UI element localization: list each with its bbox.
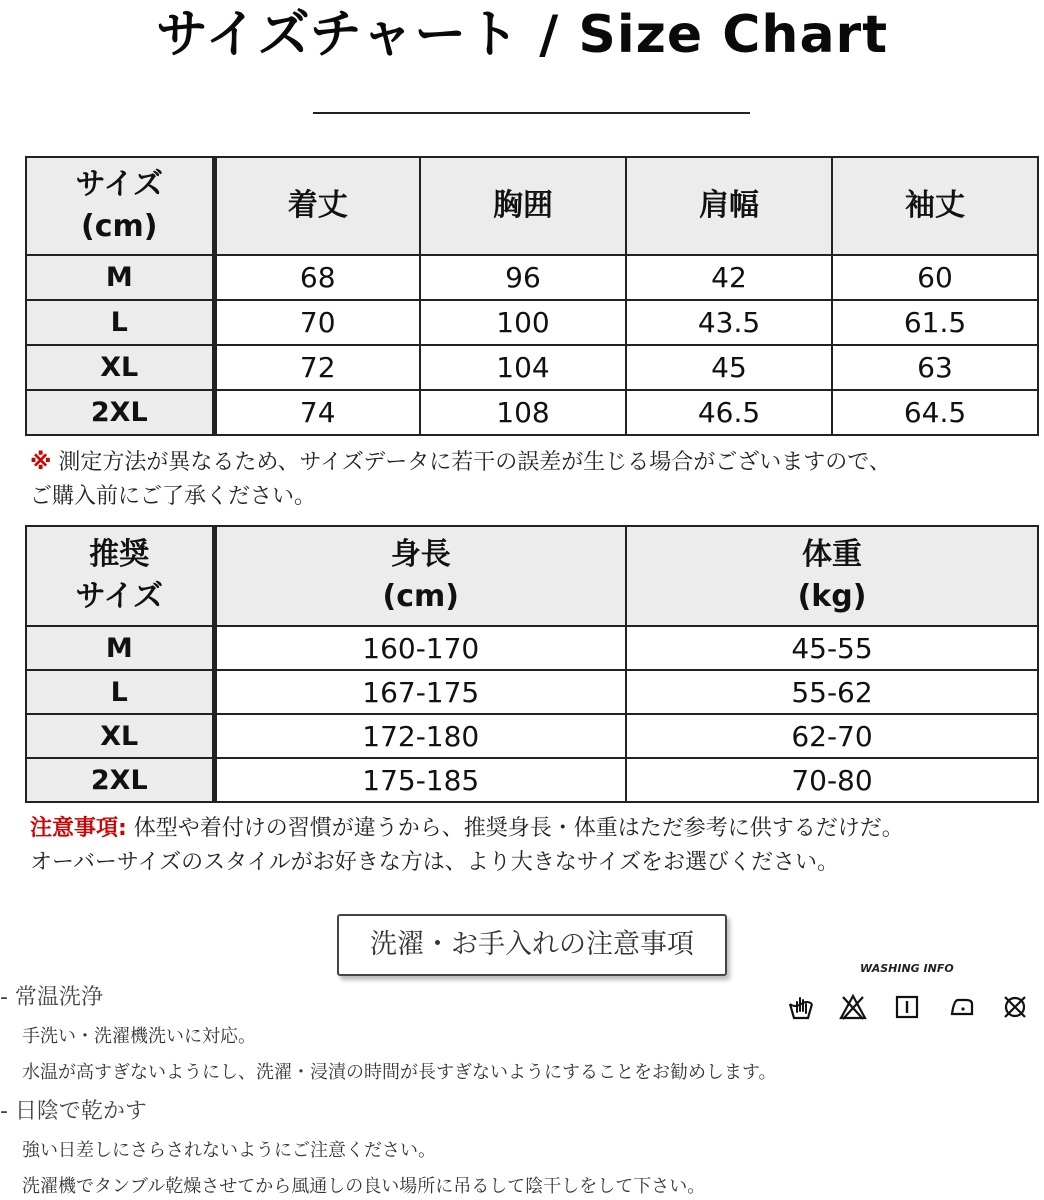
value-cell: 45-55 [626,626,1038,670]
recommended-size-table [25,525,1039,803]
size-table-header-row [26,157,1038,255]
note-line-1: 測定方法が異なるため、サイズデータに若干の誤差が生じる場合がございますので、 [51,450,891,475]
title-divider [313,112,750,114]
size-chart-table [25,156,1039,436]
header-weight: 体重 (kg) [626,526,1038,626]
value-cell: 42 [626,255,832,300]
table-row [26,714,1038,758]
no-bleach-icon [838,992,868,1022]
size-label: M [26,626,214,670]
note-line-2: ご購入前にご了承ください。 [30,484,317,509]
header-chest: 胸囲 [420,157,626,255]
iron-icon [946,992,976,1022]
value-cell: 63 [832,345,1038,390]
value-cell: 108 [420,390,626,435]
value-cell: 55-62 [626,670,1038,714]
note-mark: ※ [30,450,52,475]
size-label: M [26,255,214,300]
value-cell: 72 [214,345,420,390]
value-cell: 62-70 [626,714,1038,758]
table-row [26,390,1038,435]
value-cell: 60 [832,255,1038,300]
size-label: XL [26,714,214,758]
value-cell: 167-175 [214,670,626,714]
value-cell: 74 [214,390,420,435]
size-label: L [26,300,214,345]
table-row [26,345,1038,390]
table-row [26,670,1038,714]
measurement-note [30,446,891,514]
value-cell: 172-180 [214,714,626,758]
caution-line-2: オーバーサイズのスタイルがお好きな方は、より大きなサイズをお選びください。 [30,850,839,875]
value-cell: 100 [420,300,626,345]
size-label: 2XL [26,390,214,435]
washing-care-heading: 洗濯・お手入れの注意事項 [337,914,727,976]
size-label: XL [26,345,214,390]
header-size-cm: サイズ (cm) [26,157,214,255]
table-row [26,626,1038,670]
header-length: 着丈 [214,157,420,255]
value-cell: 45 [626,345,832,390]
value-cell: 160-170 [214,626,626,670]
header-height: 身長 (cm) [214,526,626,626]
washing-info-label: WASHING INFO [860,962,954,975]
table-row [26,300,1038,345]
table-row [26,758,1038,802]
value-cell: 68 [214,255,420,300]
care-line: 水温が高すぎないようにし、洗濯・浸漬の時間が長すぎないようにすることをお勧めします。 [22,1062,777,1083]
value-cell: 61.5 [832,300,1038,345]
care-heading-normal-temp: - 常温洗浄 [0,985,103,1010]
value-cell: 96 [420,255,626,300]
table-row [26,255,1038,300]
value-cell: 46.5 [626,390,832,435]
value-cell: 70-80 [626,758,1038,802]
caution-line-1: 体型や着付けの習慣が違うから、推奨身長・体重はただ参考に供するだけだ。 [126,816,904,841]
caution-note [30,812,904,880]
value-cell: 70 [214,300,420,345]
value-cell: 175-185 [214,758,626,802]
size-label: 2XL [26,758,214,802]
value-cell: 104 [420,345,626,390]
care-heading-shade-dry: - 日陰で乾かす [0,1099,147,1124]
header-recommended-size: 推奨 サイズ [26,526,214,626]
no-dry-clean-icon [1000,992,1030,1022]
tumble-dry-icon [892,992,922,1022]
rec-table-header-row [26,526,1038,626]
size-label: L [26,670,214,714]
value-cell: 43.5 [626,300,832,345]
page-title: サイズチャート / Size Chart [155,5,889,65]
care-line: 強い日差しにさらされないようにご注意ください。 [22,1140,436,1161]
care-line: 手洗い・洗濯機洗いに対応。 [22,1026,256,1047]
care-line: 洗濯機でタンブル乾燥させてから風通しの良い場所に吊るして陰干しをして下さい。 [22,1176,706,1197]
value-cell: 64.5 [832,390,1038,435]
header-shoulder: 肩幅 [626,157,832,255]
care-icons [786,992,1036,1024]
header-sleeve: 袖丈 [832,157,1038,255]
caution-label: 注意事項: [30,816,127,841]
hand-wash-icon [786,992,816,1022]
